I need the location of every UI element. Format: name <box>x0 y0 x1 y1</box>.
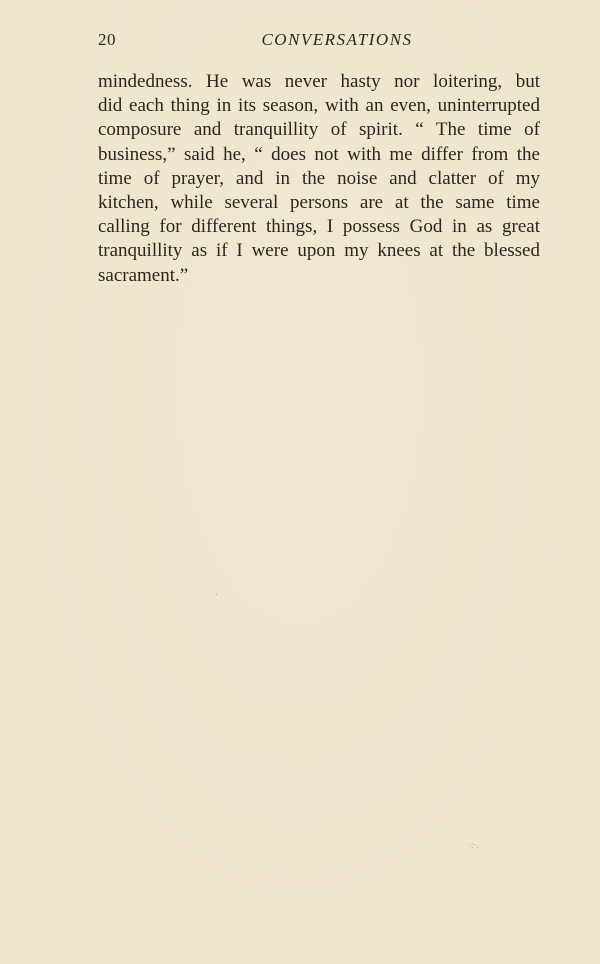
text-line: tranquillity as if I were upon my knees at the blessed <box>98 240 540 262</box>
text-line: business,” said he, “ does not with me differ from the <box>98 143 540 165</box>
running-title: CONVERSATIONS <box>261 30 413 49</box>
text-line: sacrament.” <box>98 264 189 286</box>
text-line: composure and tranquillity of spirit. “ The time of <box>98 119 540 141</box>
running-head <box>98 30 540 54</box>
body-text <box>98 70 540 288</box>
paper-speck: ' <box>216 592 218 602</box>
paper-speck: ·:·. <box>468 840 479 850</box>
text-line: did each thing in its season, with an even, uninterrupted <box>98 95 540 117</box>
text-line: calling for different things, I possess God in as great <box>98 216 540 238</box>
text-line: mindedness. He was never hasty nor loitering, but <box>98 71 540 92</box>
text-line: kitchen, while several persons are at the same time <box>98 192 540 214</box>
text-line: time of prayer, and in the noise and clatter of my <box>98 167 540 189</box>
page-number: 20 <box>98 30 116 49</box>
